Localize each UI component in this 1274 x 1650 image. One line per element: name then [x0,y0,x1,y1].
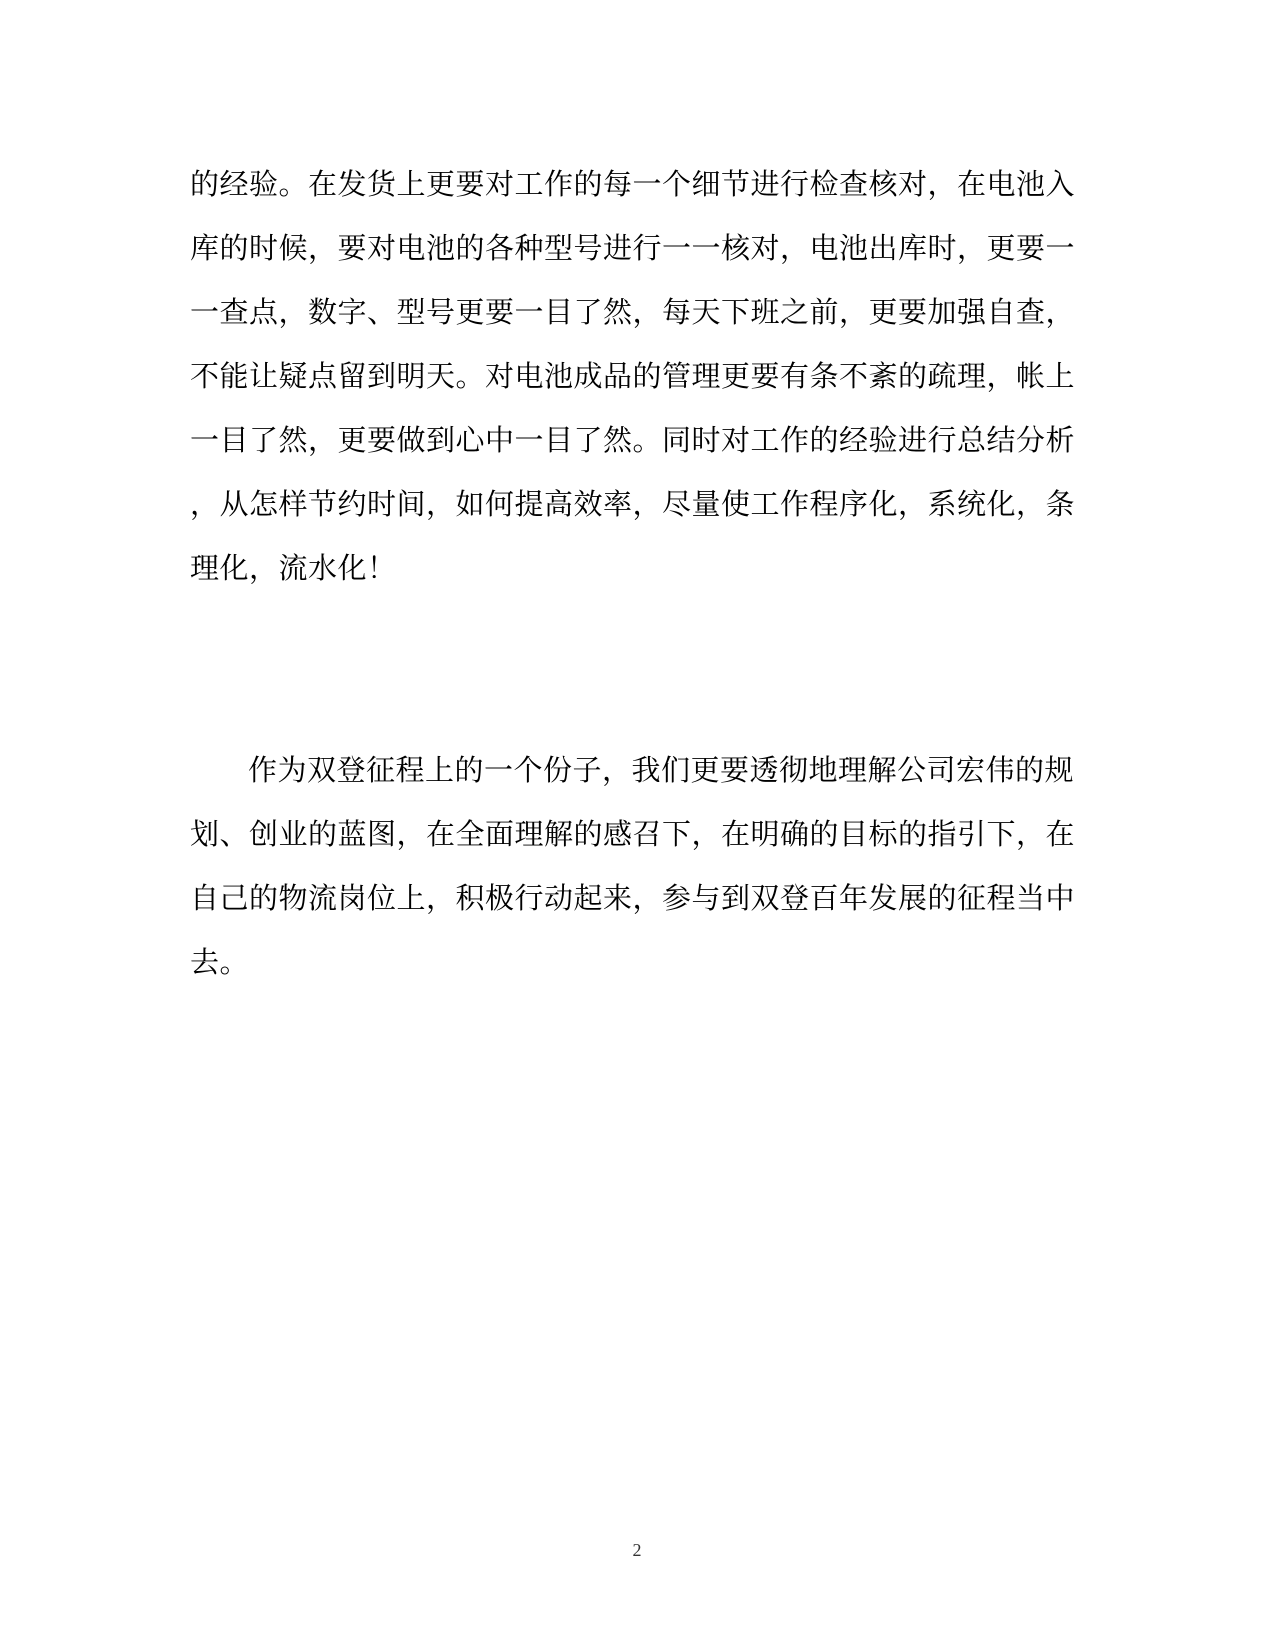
paragraph-line: 划、创业的蓝图，在全面理解的感召下，在明确的目标的指引下，在 [190,817,1076,851]
paragraph-1 [190,152,1076,600]
paragraph-line: 库的时候，要对电池的各种型号进行一一核对，电池出库时，更要一 [190,231,1076,265]
paragraph-line: ，从怎样节约时间，如何提高效率，尽量使工作程序化，系统化，条 [190,487,1076,521]
paragraph-line: 去。 [190,945,250,979]
paragraph-line: 自己的物流岗位上，积极行动起来，参与到双登百年发展的征程当中 [190,881,1076,915]
paragraph-2 [190,738,1076,994]
paragraph-line: 一目了然，更要做到心中一目了然。同时对工作的经验进行总结分析 [190,423,1076,457]
paragraph-line: 作为双登征程上的一个份子，我们更要透彻地理解公司宏伟的规 [248,753,1075,787]
page-number: 2 [632,1540,642,1560]
paragraph-line: 不能让疑点留到明天。对电池成品的管理更要有条不紊的疏理，帐上 [190,359,1076,393]
paragraph-line: 理化，流水化！ [190,551,397,585]
paragraph-line: 一查点，数字、型号更要一目了然，每天下班之前，更要加强自查， [190,295,1076,329]
paragraph-line: 的经验。在发货上更要对工作的每一个细节进行检查核对，在电池入 [190,167,1076,201]
